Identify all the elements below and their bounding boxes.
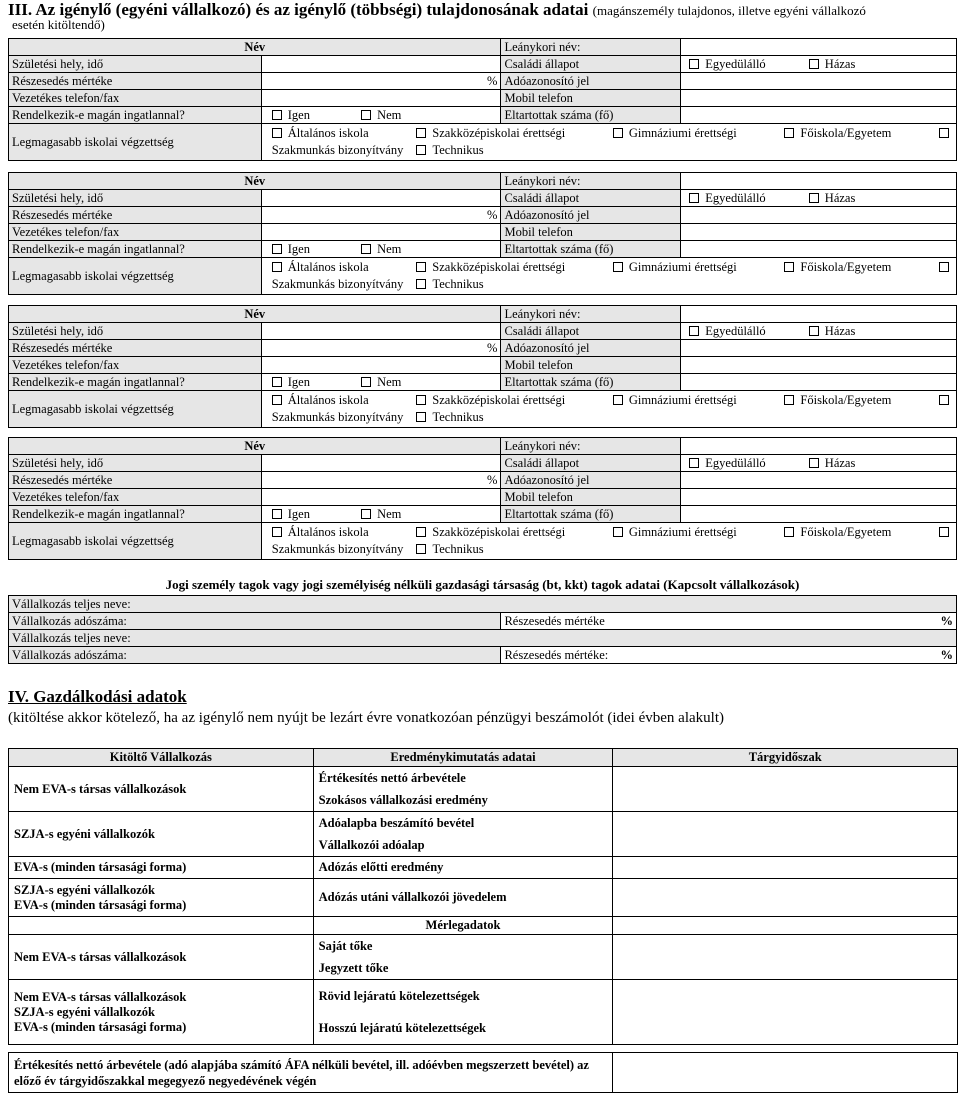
no-checkbox[interactable]: [361, 377, 371, 387]
edu-other-checkbox[interactable]: [939, 128, 949, 138]
yes-checkbox[interactable]: [272, 244, 282, 254]
no-label: Nem: [377, 506, 402, 521]
maiden-name-field[interactable]: [681, 438, 957, 455]
maiden-name-field[interactable]: [681, 306, 957, 323]
single-checkbox[interactable]: [689, 326, 699, 336]
percent-sign: %: [940, 613, 953, 628]
edu-option: Gimnáziumi érettségi: [628, 525, 737, 539]
company-share-cell[interactable]: [501, 647, 957, 664]
yes-checkbox[interactable]: [272, 377, 282, 387]
mobile-field[interactable]: [681, 489, 957, 506]
fin-value-field[interactable]: [613, 857, 958, 879]
mobile-label: Mobil telefon: [501, 224, 681, 241]
married-label: Házas: [824, 190, 856, 205]
phone-field[interactable]: [261, 357, 501, 374]
edu-general-checkbox[interactable]: [272, 262, 282, 272]
edu-vocational-checkbox[interactable]: [416, 128, 426, 138]
fin-value-field[interactable]: [613, 935, 958, 980]
fin-header-balance: Mérlegadatok: [313, 917, 613, 935]
share-field[interactable]: [261, 340, 501, 357]
fin-header-income: Eredménykimutatás adatai: [313, 749, 613, 767]
section3-subtitle-cont: esetén kitöltendő): [12, 17, 105, 32]
edu-option: Főiskola/Egyetem: [800, 393, 892, 407]
mobile-field[interactable]: [681, 224, 957, 241]
yes-label: Igen: [287, 107, 310, 122]
fin-row-left: SZJA-s egyéni vállalkozók: [9, 812, 314, 857]
fin-spacer: [9, 1045, 958, 1053]
fin-item: Hosszú lejáratú kötelezettségek: [318, 1021, 486, 1035]
education-options: [261, 124, 956, 161]
education-label: Legmagasabb iskolai végzettség: [9, 258, 262, 295]
maiden-name-field[interactable]: [681, 173, 957, 190]
owner-table-2: [8, 172, 957, 295]
edu-vocational-checkbox[interactable]: [416, 395, 426, 405]
dependents-field[interactable]: [681, 241, 957, 258]
mobile-label: Mobil telefon: [501, 489, 681, 506]
maiden-name-label: Leánykori név:: [501, 39, 681, 56]
edu-college-checkbox[interactable]: [784, 128, 794, 138]
fin-row-left: Nem EVA-s társas vállalkozások: [9, 767, 314, 812]
edu-option: Szakközépiskolai érettségi: [432, 260, 566, 274]
property-label: Rendelkezik-e magán ingatlannal?: [9, 241, 262, 258]
edu-college-checkbox[interactable]: [784, 395, 794, 405]
birth-field[interactable]: [261, 455, 501, 472]
company-name-label: Vállalkozás teljes neve:: [9, 596, 957, 613]
yes-checkbox[interactable]: [272, 509, 282, 519]
phone-label: Vezetékes telefon/fax: [9, 357, 262, 374]
taxid-label: Adóazonosító jel: [501, 472, 681, 489]
percent-sign: %: [487, 73, 498, 88]
edu-other-checkbox[interactable]: [939, 527, 949, 537]
section4-title: IV. Gazdálkodási adatok: [8, 687, 187, 706]
section3-title: III. Az igénylő (egyéni vállalkozó) és az igénylő (többségi) tulajdonosának adatai (magánszemély tulajdonos, illetve egyéni vállalkozó: [8, 0, 866, 19]
married-checkbox[interactable]: [809, 326, 819, 336]
taxid-field[interactable]: [681, 73, 957, 90]
edu-technician-checkbox[interactable]: [416, 145, 426, 155]
fin-value-field[interactable]: [613, 812, 958, 857]
edu-option: Gimnáziumi érettségi: [628, 393, 737, 407]
percent-sign: %: [487, 472, 498, 487]
edu-other-checkbox[interactable]: [939, 262, 949, 272]
financial-table: [8, 748, 958, 1093]
fin-footnote: Értékesítés nettó árbevétele (adó alapjába számító ÁFA nélküli bevétel, ill. adóévben megszerzett bevétel) az előző év tárgyidőszakkal megegyező negyedévének végén: [9, 1053, 613, 1093]
fin-item: Szokásos vállalkozási eredmény: [318, 793, 488, 807]
education-label: Legmagasabb iskolai végzettség: [9, 391, 262, 428]
education-label: Legmagasabb iskolai végzettség: [9, 124, 262, 161]
phone-label: Vezetékes telefon/fax: [9, 90, 262, 107]
property-options: [261, 241, 501, 258]
edu-vocational-checkbox[interactable]: [416, 262, 426, 272]
edu-option: Általános iskola: [287, 393, 369, 407]
fin-header-company: Kitöltő Vállalkozás: [9, 749, 314, 767]
mobile-label: Mobil telefon: [501, 90, 681, 107]
fin-row-items: [313, 980, 613, 1045]
fin-item: Saját tőke: [318, 939, 373, 953]
name-label: Név: [9, 306, 501, 323]
property-label: Rendelkezik-e magán ingatlannal?: [9, 506, 262, 523]
edu-gymnasium-checkbox[interactable]: [613, 395, 623, 405]
fin-empty: [9, 917, 314, 935]
fin-item: Rövid lejáratú kötelezettségek: [318, 989, 480, 1003]
property-options: [261, 506, 501, 523]
company-share-label: Részesedés mértéke: [504, 613, 605, 628]
fin-value-field[interactable]: [613, 980, 958, 1045]
fin-header-period: Tárgyidőszak: [613, 749, 958, 767]
edu-option: Technikus: [432, 143, 484, 157]
section3-subtitle: (magánszemély tulajdonos, illetve egyéni vállalkozó: [592, 3, 866, 18]
edu-gymnasium-checkbox[interactable]: [613, 128, 623, 138]
single-checkbox[interactable]: [689, 458, 699, 468]
birth-label: Születési hely, idő: [9, 190, 262, 207]
maiden-name-label: Leánykori név:: [501, 306, 681, 323]
edu-option: Szakmunkás bizonyítvány: [271, 542, 404, 556]
fin-row-left: Nem EVA-s társas vállalkozások: [9, 935, 314, 980]
fin-value-field[interactable]: [613, 879, 958, 917]
no-checkbox[interactable]: [361, 110, 371, 120]
property-options: [261, 107, 501, 124]
no-checkbox[interactable]: [361, 244, 371, 254]
edu-general-checkbox[interactable]: [272, 395, 282, 405]
birth-label: Születési hely, idő: [9, 323, 262, 340]
edu-technician-checkbox[interactable]: [416, 544, 426, 554]
married-label: Házas: [824, 323, 856, 338]
share-label: Részesedés mértéke: [9, 340, 262, 357]
education-options: [261, 523, 956, 560]
maiden-name-field[interactable]: [681, 39, 957, 56]
property-label: Rendelkezik-e magán ingatlannal?: [9, 107, 262, 124]
owner-table-1: [8, 38, 957, 161]
birth-field[interactable]: [261, 190, 501, 207]
edu-option: Szakközépiskolai érettségi: [432, 525, 566, 539]
birth-label: Születési hely, idő: [9, 455, 262, 472]
edu-option: Általános iskola: [287, 260, 369, 274]
single-checkbox[interactable]: [689, 59, 699, 69]
company-taxno-label: Vállalkozás adószáma:: [9, 647, 501, 664]
fin-row-left: SZJA-s egyéni vállalkozók EVA-s (minden társasági forma): [9, 879, 314, 917]
edu-technician-checkbox[interactable]: [416, 279, 426, 289]
edu-other-checkbox[interactable]: [939, 395, 949, 405]
mobile-field[interactable]: [681, 90, 957, 107]
share-field[interactable]: [261, 207, 501, 224]
phone-field[interactable]: [261, 224, 501, 241]
edu-option: Szakközépiskolai érettségi: [432, 393, 566, 407]
share-label: Részesedés mértéke: [9, 472, 262, 489]
no-label: Nem: [377, 374, 402, 389]
edu-option: Szakmunkás bizonyítvány: [271, 277, 404, 291]
maiden-name-label: Leánykori név:: [501, 173, 681, 190]
single-checkbox[interactable]: [689, 193, 699, 203]
edu-option: Általános iskola: [287, 126, 369, 140]
company-share-cell[interactable]: [501, 613, 957, 630]
jogi-title: Jogi személy tagok vagy jogi személyiség nélküli gazdasági társaság (bt, kkt) tagok adatai (Kapcsolt vállalkozások): [165, 577, 800, 592]
fin-item: Vállalkozói adóalap: [318, 838, 425, 852]
dependents-label: Eltartottak száma (fő): [501, 241, 681, 258]
edu-technician-checkbox[interactable]: [416, 412, 426, 422]
share-label: Részesedés mértéke: [9, 73, 262, 90]
marital-label: Családi állapot: [501, 190, 681, 207]
name-label: Név: [9, 438, 501, 455]
dependents-field[interactable]: [681, 107, 957, 124]
share-label: Részesedés mértéke: [9, 207, 262, 224]
edu-option: Általános iskola: [287, 525, 369, 539]
share-field[interactable]: [261, 73, 501, 90]
maiden-name-label: Leánykori név:: [501, 438, 681, 455]
single-label: Egyedülálló: [705, 190, 766, 205]
birth-label: Születési hely, idő: [9, 56, 262, 73]
fin-item: Jegyzett tőke: [318, 961, 389, 975]
edu-college-checkbox[interactable]: [784, 527, 794, 537]
property-label: Rendelkezik-e magán ingatlannal?: [9, 374, 262, 391]
no-label: Nem: [377, 241, 402, 256]
yes-label: Igen: [287, 241, 310, 256]
phone-field[interactable]: [261, 90, 501, 107]
owner-table-3: [8, 305, 957, 428]
single-label: Egyedülálló: [705, 56, 766, 71]
edu-vocational-checkbox[interactable]: [416, 527, 426, 537]
marital-options: [681, 455, 957, 472]
marital-options: [681, 56, 957, 73]
fin-item: Adózás utáni vállalkozói jövedelem: [313, 879, 613, 917]
married-label: Házas: [824, 56, 856, 71]
edu-option: Technikus: [432, 277, 484, 291]
married-checkbox[interactable]: [809, 458, 819, 468]
edu-option: Főiskola/Egyetem: [800, 525, 892, 539]
percent-sign: %: [487, 207, 498, 222]
fin-row-items: [313, 935, 613, 980]
fin-value-field[interactable]: [613, 767, 958, 812]
fin-item: Értékesítés nettó árbevétele: [318, 771, 466, 785]
edu-option: Főiskola/Egyetem: [800, 260, 892, 274]
no-label: Nem: [377, 107, 402, 122]
married-checkbox[interactable]: [809, 193, 819, 203]
single-label: Egyedülálló: [705, 323, 766, 338]
edu-option: Gimnáziumi érettségi: [628, 260, 737, 274]
education-options: [261, 391, 956, 428]
fin-row-items: [313, 767, 613, 812]
marital-options: [681, 323, 957, 340]
edu-general-checkbox[interactable]: [272, 128, 282, 138]
company-name-label: Vállalkozás teljes neve:: [9, 630, 957, 647]
edu-option: Technikus: [432, 542, 484, 556]
edu-gymnasium-checkbox[interactable]: [613, 262, 623, 272]
no-checkbox[interactable]: [361, 509, 371, 519]
edu-gymnasium-checkbox[interactable]: [613, 527, 623, 537]
edu-option: Szakmunkás bizonyítvány: [271, 143, 404, 157]
taxid-field[interactable]: [681, 472, 957, 489]
company-taxno-label: Vállalkozás adószáma:: [9, 613, 501, 630]
birth-field[interactable]: [261, 56, 501, 73]
yes-label: Igen: [287, 374, 310, 389]
married-label: Házas: [824, 455, 856, 470]
property-options: [261, 374, 501, 391]
edu-general-checkbox[interactable]: [272, 527, 282, 537]
dependents-label: Eltartottak száma (fő): [501, 107, 681, 124]
marital-label: Családi állapot: [501, 323, 681, 340]
yes-label: Igen: [287, 506, 310, 521]
edu-option: Szakközépiskolai érettségi: [432, 126, 566, 140]
owner-table-4: [8, 437, 957, 560]
edu-option: Gimnáziumi érettségi: [628, 126, 737, 140]
taxid-field[interactable]: [681, 340, 957, 357]
edu-option: Szakmunkás bizonyítvány: [271, 410, 404, 424]
percent-sign: %: [940, 647, 953, 662]
jogi-table: [8, 595, 957, 664]
fin-value-field[interactable]: [613, 1053, 958, 1093]
name-label: Név: [9, 39, 501, 56]
fin-item: Adózás előtti eredmény: [313, 857, 613, 879]
dependents-field[interactable]: [681, 374, 957, 391]
fin-row-left: Nem EVA-s társas vállalkozások SZJA-s egyéni vállalkozók EVA-s (minden társasági forma): [9, 980, 314, 1045]
share-field[interactable]: [261, 472, 501, 489]
single-label: Egyedülálló: [705, 455, 766, 470]
yes-checkbox[interactable]: [272, 110, 282, 120]
edu-option: Technikus: [432, 410, 484, 424]
dependents-label: Eltartottak száma (fő): [501, 374, 681, 391]
married-checkbox[interactable]: [809, 59, 819, 69]
mobile-field[interactable]: [681, 357, 957, 374]
fin-row-items: [313, 812, 613, 857]
dependents-field[interactable]: [681, 506, 957, 523]
name-label: Név: [9, 173, 501, 190]
marital-options: [681, 190, 957, 207]
phone-label: Vezetékes telefon/fax: [9, 489, 262, 506]
edu-college-checkbox[interactable]: [784, 262, 794, 272]
education-options: [261, 258, 956, 295]
fin-row-left: EVA-s (minden társasági forma): [9, 857, 314, 879]
phone-label: Vezetékes telefon/fax: [9, 224, 262, 241]
phone-field[interactable]: [261, 489, 501, 506]
fin-item: Adóalapba beszámító bevétel: [318, 816, 475, 830]
edu-option: Főiskola/Egyetem: [800, 126, 892, 140]
education-label: Legmagasabb iskolai végzettség: [9, 523, 262, 560]
section4-subtitle: (kitöltése akkor kötelező, ha az igénylő nem nyújt be lezárt évre vonatkozóan pénzügyi beszámolót (idei évben alakult): [8, 710, 724, 726]
birth-field[interactable]: [261, 323, 501, 340]
marital-label: Családi állapot: [501, 455, 681, 472]
marital-label: Családi állapot: [501, 56, 681, 73]
percent-sign: %: [487, 340, 498, 355]
taxid-label: Adóazonosító jel: [501, 73, 681, 90]
taxid-label: Adóazonosító jel: [501, 207, 681, 224]
dependents-label: Eltartottak száma (fő): [501, 506, 681, 523]
taxid-label: Adóazonosító jel: [501, 340, 681, 357]
mobile-label: Mobil telefon: [501, 357, 681, 374]
fin-value-field[interactable]: [613, 917, 958, 935]
taxid-field[interactable]: [681, 207, 957, 224]
company-share-label: Részesedés mértéke:: [504, 647, 609, 662]
